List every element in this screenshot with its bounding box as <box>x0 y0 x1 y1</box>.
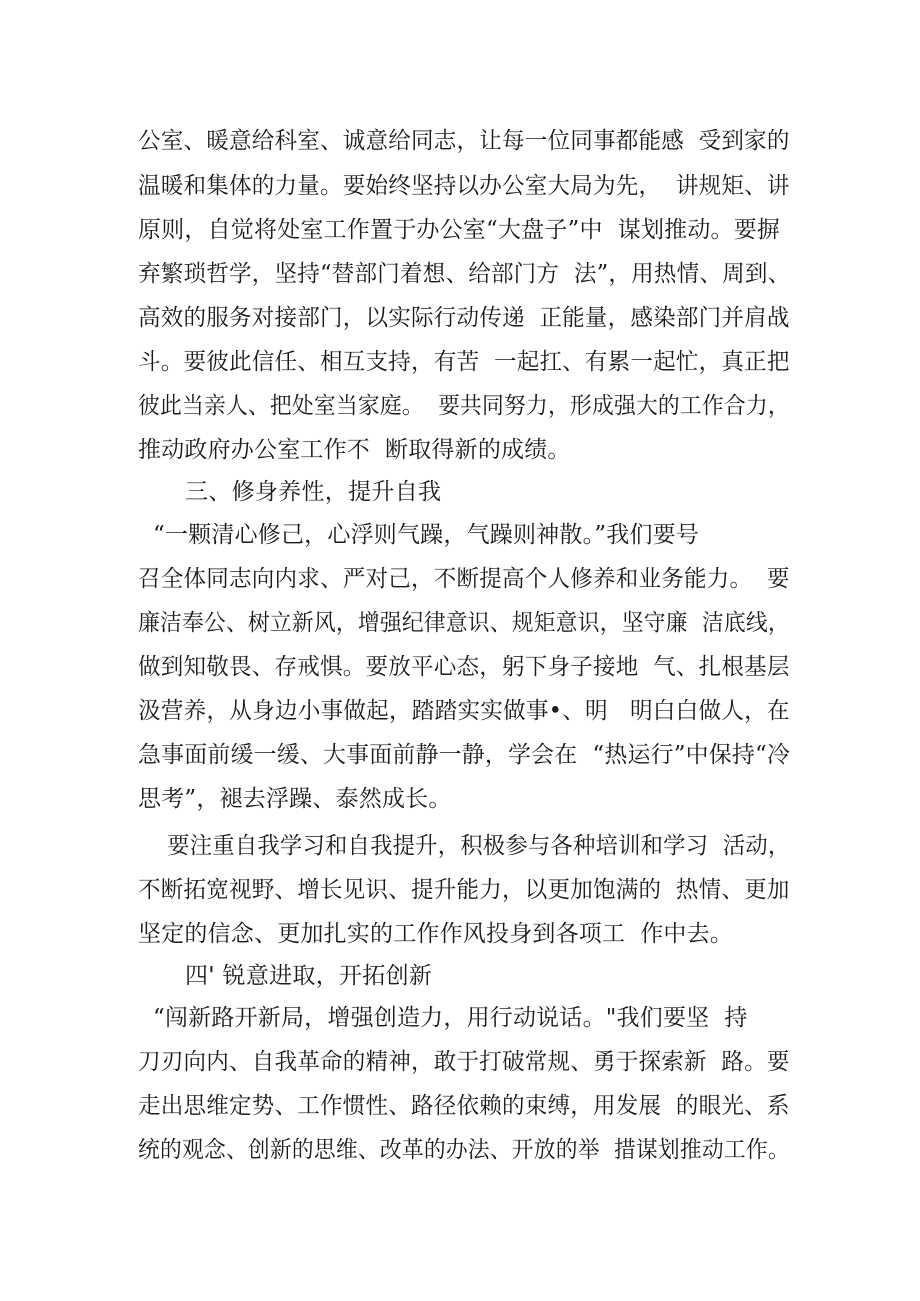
body-text-line: 高效的服务对接部门，以实际行动传递 正能量，感染部门并肩战 <box>138 305 790 331</box>
body-text-line: 彼此当亲人、把处室当家庭。 要共同努力，形成强大的工作合力， <box>138 393 790 419</box>
body-text-line: 推动政府办公室工作不 断取得新的成绩。 <box>138 437 571 463</box>
body-text-line: 不断拓宽视野、增长见识、提升能力，以更加饱满的 热情、更加 <box>138 877 790 903</box>
body-text-line: “闯新路开新局，增强创造力，用行动说话。"我们要坚 持 <box>138 1005 748 1031</box>
body-text-line: 廉洁奉公、树立新风，增强纪律意识、规矩意识，坚守廉 洁底线， <box>138 610 790 636</box>
body-text-line: 坚定的信念、更加扎实的工作作风投身到各项工 作中去。 <box>138 921 734 947</box>
body-text-line: 原则，自觉将处室工作置于办公室“大盘子”中 谋划推动。要摒 <box>138 217 781 243</box>
body-text-line: 急事面前缓一缓、大事面前静一静，学会在 “热运行”中保持“冷 <box>138 742 791 768</box>
body-text-line: 汲营养，从身边小事做起，踏踏实实做事•、明 明白白做人，在 <box>138 698 790 724</box>
body-text-line: 思考”，褪去浮躁、泰然成长。 <box>138 786 452 812</box>
body-text-line: 刀刃向内、自我革命的精神，敢于打破常规、勇于探索新 路。要 <box>138 1049 790 1075</box>
body-text-line: 公室、暖意给科室、诚意给同志，让每一位同事都能感 受到家的 <box>138 128 790 154</box>
section-heading-3: 三、修身养性，提升自我 <box>185 479 442 505</box>
body-text-line: “一颗清心修己，心浮则气躁，气躁则神散。”我们要号 <box>138 522 700 548</box>
body-text-line: 要注重自我学习和自我提升，积极参与各种培训和学习 活动， <box>138 833 791 859</box>
body-text-line: 统的观念、创新的思维、改革的办法、开放的举 措谋划推动工作。 <box>138 1137 790 1163</box>
body-text-line: 做到知敬畏、存戒惧。要放平心态，躬下身子接地 气、扎根基层 <box>138 654 790 680</box>
body-text-line: 温暖和集体的力量。要始终坚持以办公室大局为先， 讲规矩、讲 <box>138 173 790 199</box>
body-text-line: 走出思维定势、工作惯性、路径依赖的束缚，用发展 的眼光、系 <box>138 1093 790 1119</box>
section-heading-4: 四' 锐意进取，开拓创新 <box>185 963 433 989</box>
body-text-line: 召全体同志向内求、严对己，不断提高个人修养和业务能力。 要 <box>138 566 790 592</box>
body-text-line: 弃繁琐哲学，坚持“替部门着想、给部门方 法”，用热情、周到、 <box>138 261 791 287</box>
body-text-line: 斗。要彼此信任、相互支持，有苦 一起扛、有累一起忙，真正把 <box>138 349 790 375</box>
